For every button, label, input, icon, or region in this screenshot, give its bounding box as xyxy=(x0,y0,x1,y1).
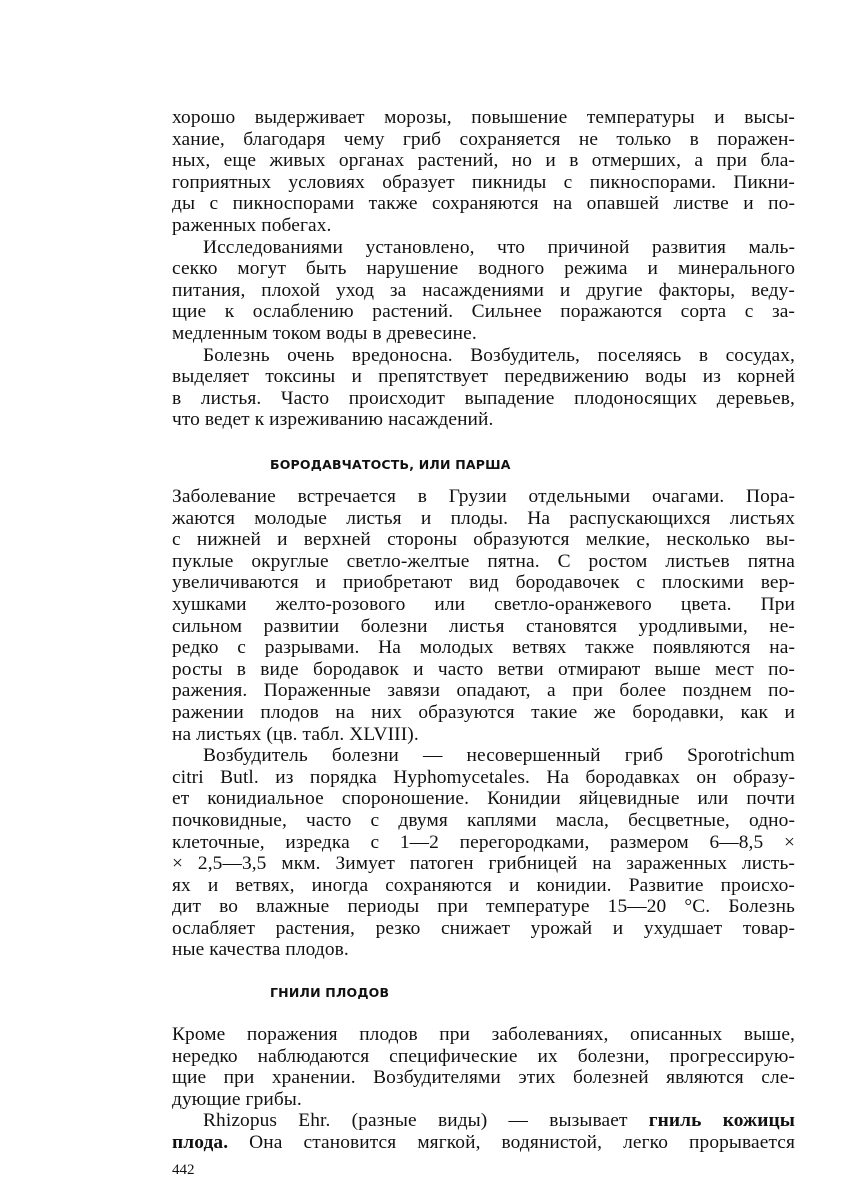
paragraph-line: выделяет токсины и препятствует передвижению воды из корней xyxy=(172,366,795,388)
paragraph-line: ды с пикноспорами также сохраняются на опавшей листве и по- xyxy=(172,193,795,215)
paragraph-line: жаются молодые листья и плоды. На распускающихся листьях xyxy=(172,507,795,529)
paragraph-line: щие к ослаблению растений. Сильнее поражаются сорта с за- xyxy=(172,301,795,323)
paragraph-line: ных, еще живых органах растений, но и в отмерших, а при бла- xyxy=(172,150,795,172)
paragraph-line: щие при хранении. Возбудителями этих болезней являются сле- xyxy=(172,1067,795,1089)
paragraph-line: × 2,5—3,5 мкм. Зимует патоген грибницей на зараженных листь- xyxy=(172,853,795,875)
paragraph-line: ражении плодов на них образуются такие же бородавки, как и xyxy=(172,701,795,723)
paragraph-line: хание, благодаря чему гриб сохраняется не только в поражен- xyxy=(172,128,795,150)
text-run: Rhizopus Ehr. (разные виды) — вызывает xyxy=(203,1110,649,1132)
text-block-fruit-rot xyxy=(172,1024,795,1154)
paragraph-line: гоприятных условиях образует пикниды с пикноспорами. Пикни- xyxy=(172,171,795,193)
paragraph-line: клеточные, изредка с 1—2 перегородками, размером 6—8,5 × xyxy=(172,831,795,853)
page-number: 442 xyxy=(172,1162,195,1178)
paragraph-line: Исследованиями установлено, что причиной развития маль- xyxy=(203,236,795,258)
paragraph-line: увеличиваются и приобретают вид бородавочек с плоскими вер- xyxy=(172,572,795,594)
paragraph-line: хушками желто-розового или светло-оранжевого цвета. При xyxy=(172,593,795,615)
paragraph-line: пуклые округлые светло-желтые пятна. С ростом листьев пятна xyxy=(172,550,795,572)
paragraph-line: Кроме поражения плодов при заболеваниях, описанных выше, xyxy=(172,1024,795,1045)
paragraph-line: сильном развитии болезни листья становятся уродливыми, не- xyxy=(172,615,795,637)
paragraph-line xyxy=(172,1110,795,1132)
paragraph-line: почковидные, часто с двумя каплями масла, бесцветные, одно- xyxy=(172,809,795,831)
paragraph-line: медленным током воды в древесине. xyxy=(172,322,477,344)
paragraph-line: ражения. Пораженные завязи опадают, а при более позднем по- xyxy=(172,680,795,702)
paragraph-line xyxy=(172,1132,795,1154)
paragraph-line: ет конидиальное спороношение. Конидии яйцевидные или почти xyxy=(172,788,795,810)
paragraph-line: ослабляет растения, резко снижает урожай и ухудшает товар- xyxy=(172,917,795,939)
paragraph-line: Заболевание встречается в Грузии отдельными очагами. Пора- xyxy=(172,486,795,507)
paragraph-line: секко могут быть нарушение водного режима и минерального xyxy=(172,258,795,280)
paragraph-line: редко с разрывами. На молодых ветвях также появляются на- xyxy=(172,637,795,659)
paragraph-line: citri Butl. из порядка Hyphomycetales. На бородавках он образу- xyxy=(172,766,795,788)
section-heading-fruit-rot: ГНИЛИ ПЛОДОВ xyxy=(270,985,390,1000)
paragraph-line: ях и ветвях, иногда сохраняются и конидии. Развитие происхо- xyxy=(172,874,795,896)
paragraph-line: питания, плохой уход за насаждениями и другие факторы, веду- xyxy=(172,279,795,301)
text-block-scab xyxy=(172,486,795,961)
paragraph-line: дующие грибы. xyxy=(172,1088,302,1110)
paragraph-line: нередко наблюдаются специфические их болезни, прогрессирую- xyxy=(172,1045,795,1067)
text-block-top xyxy=(172,107,795,431)
paragraph-line: дит во влажные периоды при температуре 15—20 °С. Болезнь xyxy=(172,896,795,918)
paragraph-line: с нижней и верхней стороны образуются мелкие, несколько вы- xyxy=(172,529,795,551)
section-heading-scab: БОРОДАВЧАТОСТЬ, ИЛИ ПАРША xyxy=(270,457,511,472)
bold-term: плода. xyxy=(172,1131,229,1153)
paragraph-line: на листьях (цв. табл. XLVIII). xyxy=(172,723,419,745)
paragraph-line: что ведет к изреживанию насаждений. xyxy=(172,409,494,431)
paragraph-line: росты в виде бородавок и часто ветви отмирают выше мест по- xyxy=(172,658,795,680)
text-run: Она становится мягкой, водянистой, легко прорывается xyxy=(228,1131,795,1153)
paragraph-line: Болезнь очень вредоносна. Возбудитель, поселяясь в сосудах, xyxy=(203,344,795,366)
paragraph-line: Возбудитель болезни — несовершенный гриб Sporotrichum xyxy=(203,745,795,767)
bold-term: гниль кожицы xyxy=(648,1110,795,1132)
paragraph-line: в листья. Часто происходит выпадение плодоносящих деревьев, xyxy=(172,387,795,409)
paragraph-line: раженных побегах. xyxy=(172,214,332,236)
paragraph-line: ные качества плодов. xyxy=(172,939,349,961)
paragraph-line: хорошо выдерживает морозы, повышение температуры и высы- xyxy=(172,107,795,128)
